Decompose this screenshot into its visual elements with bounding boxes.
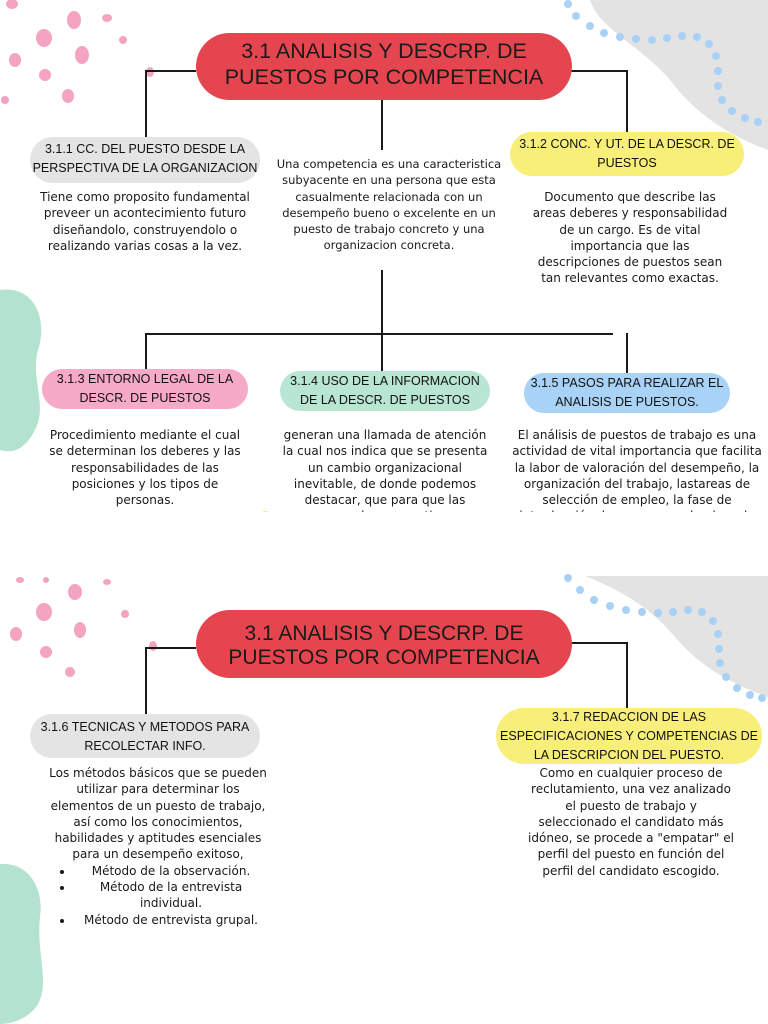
connector [145, 70, 147, 140]
connector [381, 100, 383, 150]
mint-blob [0, 290, 41, 452]
connector [626, 70, 628, 132]
connector [145, 333, 147, 371]
connector [571, 642, 628, 644]
connector [145, 647, 196, 649]
gray-blob [590, 0, 768, 150]
node-text-311: Tiene como proposito fundamental preveer un acontecimiento futuro diseñandolo, construyendolo o realizando varias cosas a la vez. [40, 190, 250, 253]
node-heading-311: 3.1.1 CC. DEL PUESTO DESDE LA PERSPECTIVA DE LA ORGANIZACION [30, 137, 260, 183]
node-heading-317: 3.1.7 REDACCION DE LAS ESPECIFICACIONES Y COMPETENCIAS DE LA DESCRIPCION DEL PUESTO. [496, 708, 762, 764]
page-title: 3.1 ANALISIS Y DESCRP. DE PUESTOS POR COMPETENCIA [196, 610, 572, 678]
node-text-316-intro: Los métodos básicos que se pueden utilizar para determinar los elementos de un puesto de trabajo, así como los conocimientos, habilidades y aptitudes esenciales para un desempeño exitoso, [49, 766, 267, 862]
mint-blob [0, 864, 43, 1024]
connector [145, 647, 147, 717]
node-text-313: Procedimiento mediante el cual se determinan los deberes y las responsabilidades de las posiciones y los tipos de personas. [49, 428, 241, 508]
pink-dots [10, 577, 157, 677]
node-text-316 [48, 765, 268, 928]
connector [571, 70, 628, 72]
connector [626, 642, 628, 712]
page-title: 3.1 ANALISIS Y DESCRP. DE PUESTOS POR COMPETENCIA [196, 33, 572, 100]
node-heading-312: 3.1.2 CONC. Y UT. DE LA DESCR. DE PUESTOS [510, 132, 744, 176]
node-heading-313: 3.1.3 ENTORNO LEGAL DE LA DESCR. DE PUESTOS [42, 369, 248, 409]
gray-blob [585, 576, 768, 697]
node-text-312: Documento que describe las areas deberes y responsabilidad de un cargo. Es de vital importancia que las descripciones de puestos sean tan relevantes como exactas. [532, 190, 728, 286]
node-heading-316: 3.1.6 TECNICAS Y METODOS PARA RECOLECTAR INFO. [30, 714, 260, 758]
center-definition-text: Una competencia es una caracteristica subyacente en una persona que esta casualmente relacionada con un desempeño bueno o excelente en un puesto de trabajo concreto y una organizacion concreta. [276, 157, 502, 253]
list-item: • Método de la entrevista individual. [74, 879, 268, 912]
connector [160, 333, 613, 335]
node-heading-314: 3.1.4 USO DE LA INFORMACION DE LA DESCR. DE PUESTOS [280, 371, 490, 411]
node-text-315: El análisis de puestos de trabajo es una actividad de vital importancia que facilita la labor de valoración del desempeño, la organización del trabajo, lastareas de selección de empleo, la fase de [512, 428, 762, 508]
list-item: • Método de la observación. [74, 863, 268, 879]
methods-list [48, 863, 268, 928]
list-item: • Método de entrevista grupal. [74, 912, 268, 928]
connector [145, 70, 196, 72]
node-heading-315: 3.1.5 PASOS PARA REALIZAR EL ANALISIS DE PUESTOS. [524, 373, 730, 413]
page-2 [0, 512, 768, 1024]
connector [145, 333, 161, 335]
connector [626, 333, 628, 373]
connector [381, 270, 383, 375]
node-text-314-main: generan una llamada de atención la cual nos indica que se presenta un cambio organizacional inevitable, de donde podemos destacar, que para que las [282, 428, 488, 508]
pink-dots [1, 0, 154, 104]
node-text-317: Como en cualquier proceso de reclutamiento, una vez analizado el puesto de trabajo y seleccionado el candidato más idóneo, se procede a "empatar" el perfil del puesto en función del perfil del candidato escogido. [528, 766, 734, 878]
